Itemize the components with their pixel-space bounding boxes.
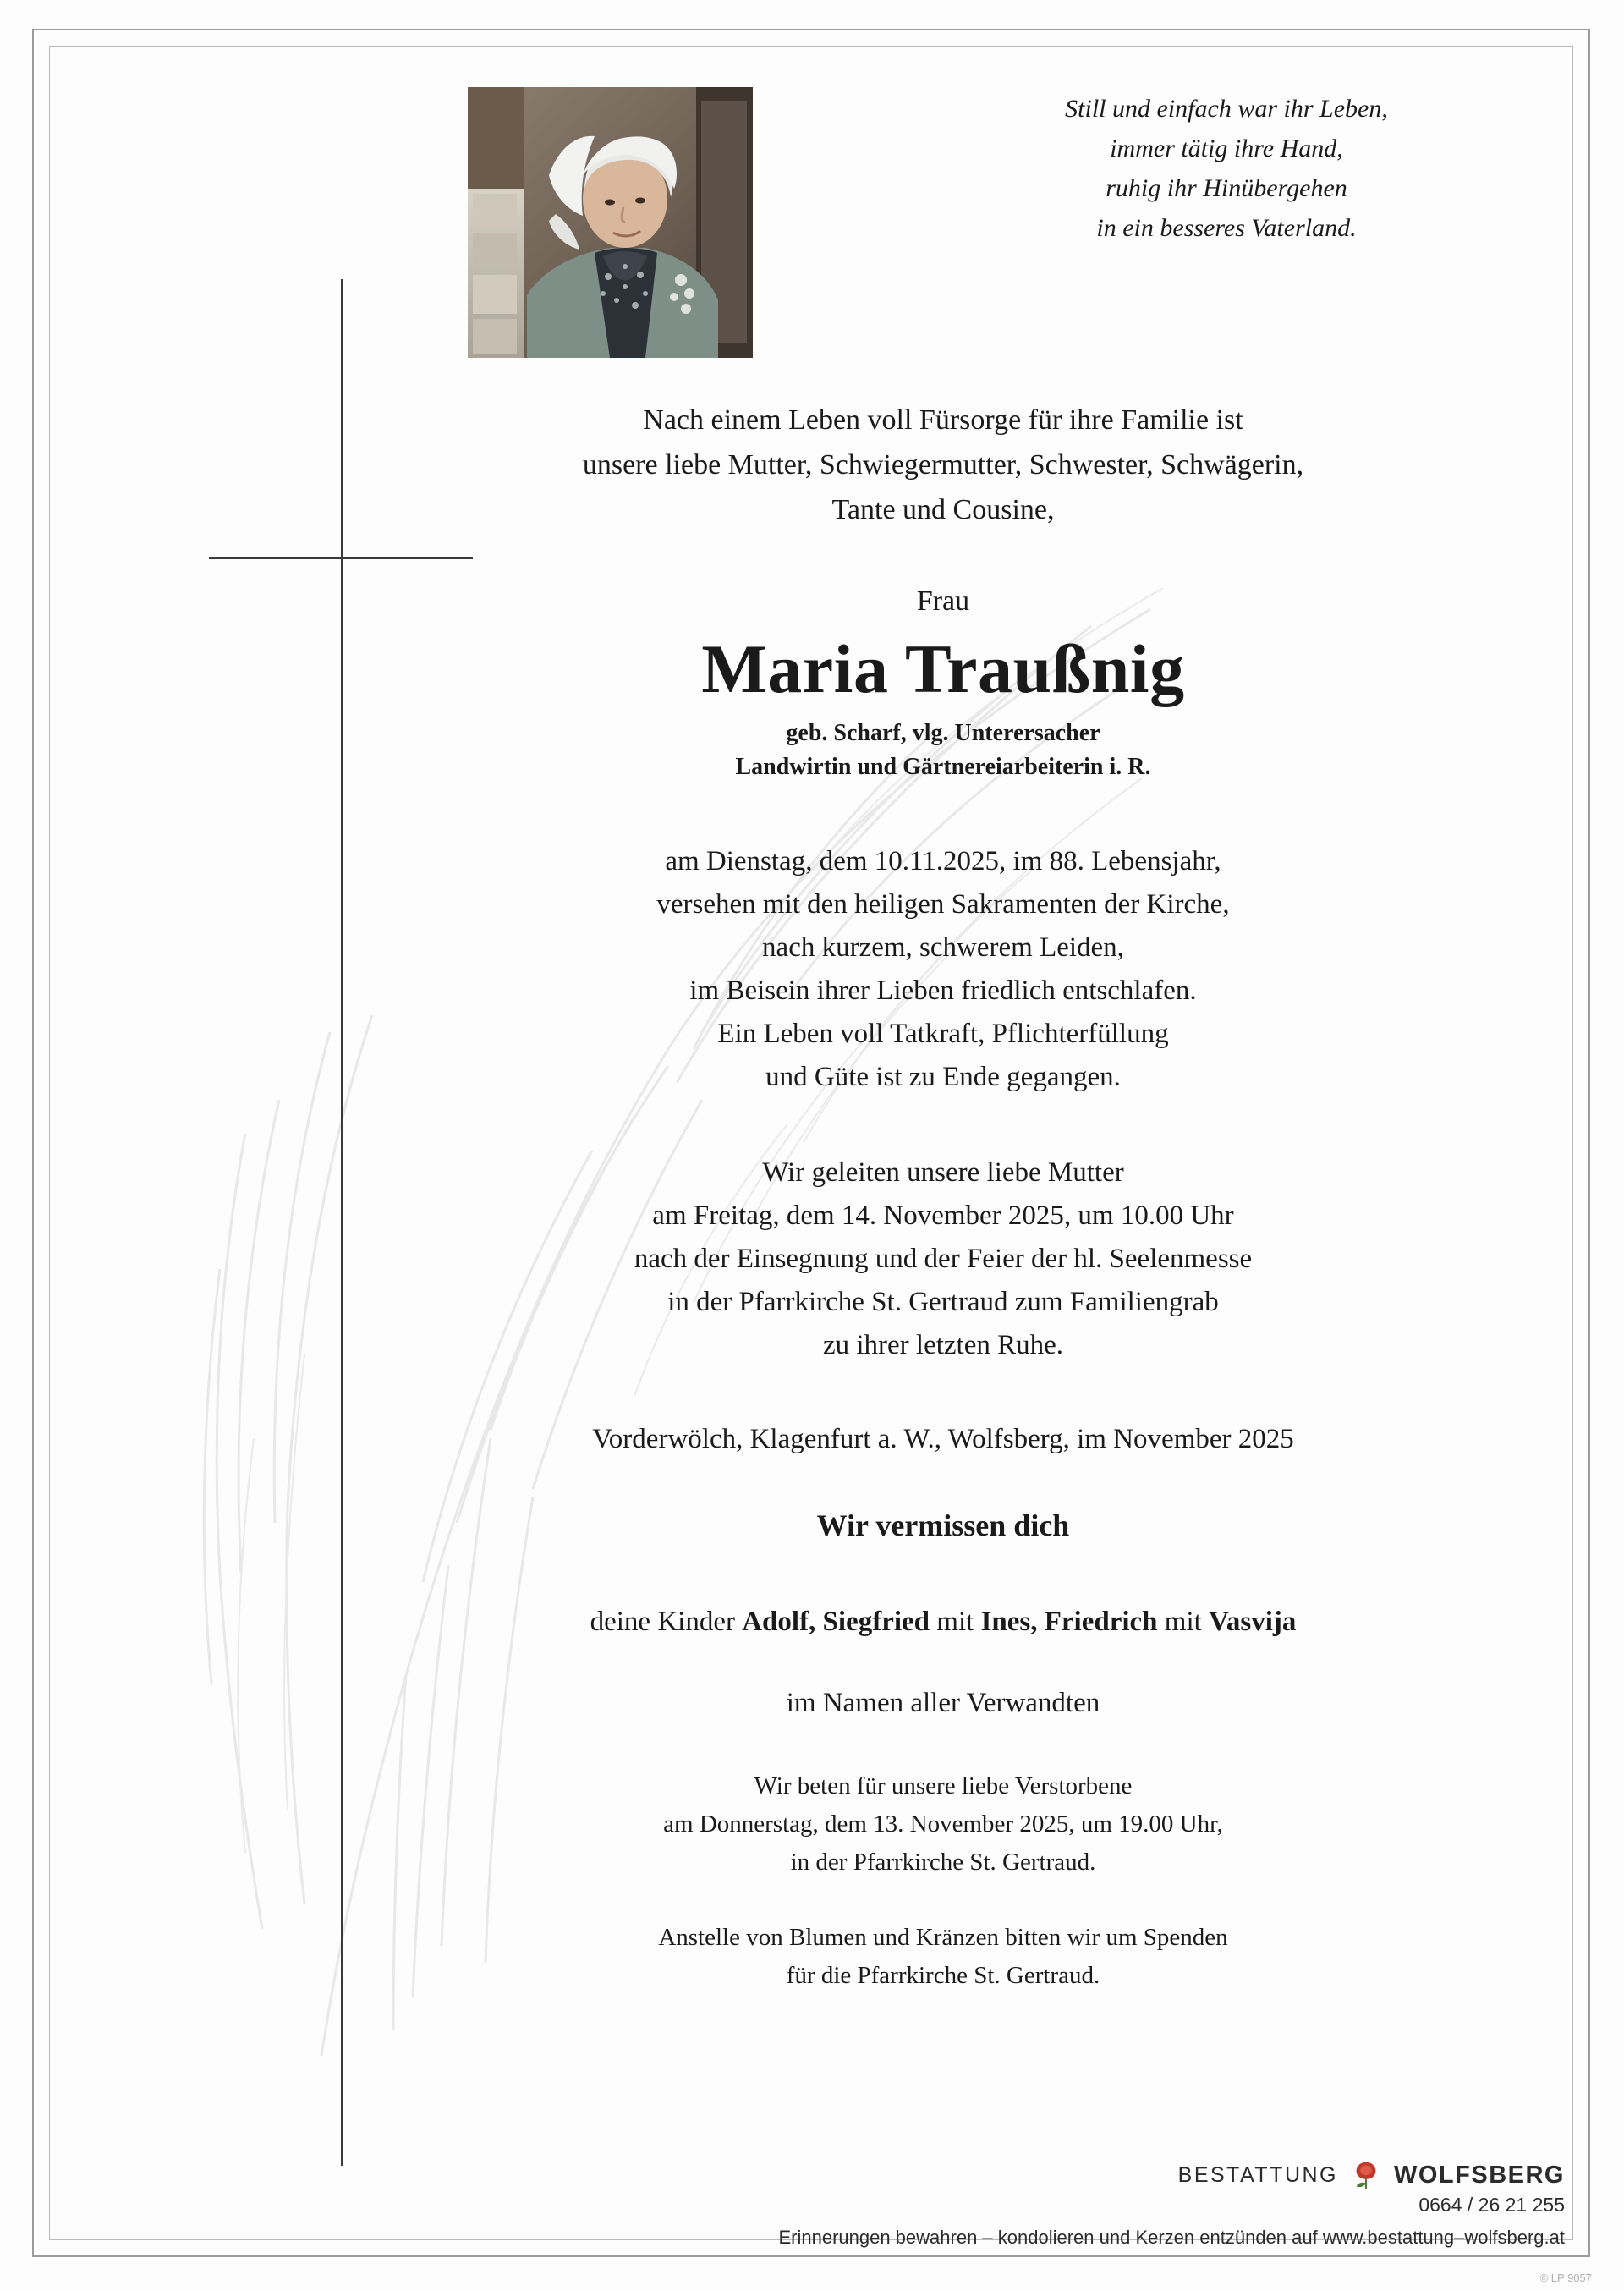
miss-you-text: Wir vermissen dich (816, 1508, 1070, 1542)
funeral-home-logo (1178, 2159, 1565, 2191)
copyright-note: © LP 9057 (1539, 2272, 1592, 2284)
children-join-2: mit (1157, 1607, 1210, 1637)
donation-line-1: Anstelle von Blumen und Kränzen bitten wir um Spenden (658, 1924, 1228, 1951)
death-line-5: Ein Leben voll Tatkraft, Pflichterfüllung (717, 1019, 1169, 1049)
children-prefix: deine Kinder (590, 1607, 743, 1637)
child-name-2: Ines, Friedrich (980, 1607, 1158, 1637)
rose-icon (1350, 2159, 1382, 2191)
funeral-line-4: in der Pfarrkirche St. Gertraud zum Familiengrab (667, 1287, 1219, 1317)
children-join-1: mit (930, 1607, 981, 1637)
prayer-line-3: in der Pfarrkirche St. Gertraud. (790, 1849, 1096, 1876)
death-line-2: versehen mit den heiligen Sakramenten der Kirche, (656, 889, 1230, 920)
verse-line-4: in ein besseres Vaterland. (1096, 214, 1357, 242)
deceased-name: Maria Traußnig (701, 630, 1185, 707)
verse-line-2: immer tätig ihre Hand, (1110, 135, 1343, 162)
prayer-details (398, 1767, 1489, 1882)
verse-line-1: Still und einfach war ihr Leben, (1065, 95, 1388, 123)
donation-line-2: für die Pfarrkirche St. Gertraud. (786, 1962, 1100, 1989)
logo-word-bestattung: BESTATTUNG (1177, 2162, 1338, 2187)
salutation: Frau (916, 585, 970, 617)
logo-word-wolfsberg: WOLFSBERG (1394, 2161, 1565, 2189)
funeral-line-3: nach der Einsegnung und der Feier der hl. Seelenmesse (634, 1244, 1253, 1274)
death-line-3: nach kurzem, schwerem Leiden, (762, 932, 1124, 963)
obituary-body (398, 398, 1489, 1995)
place-and-date: Vorderwölch, Klagenfurt a. W., Wolfsberg, im November 2025 (592, 1424, 1294, 1454)
donation-request (398, 1919, 1489, 1995)
deceased-born-name: geb. Scharf, vlg. Unterersacher (786, 720, 1100, 746)
death-line-1: am Dienstag, dem 10.11.2025, im 88. Lebensjahr, (665, 846, 1221, 876)
prayer-line-1: Wir beten für unsere liebe Verstorbene (754, 1772, 1133, 1799)
memorial-verse (914, 89, 1539, 248)
intro-line-2: unsere liebe Mutter, Schwiegermutter, Schwester, Schwägerin, (582, 449, 1304, 481)
intro-line-1: Nach einem Leben voll Fürsorge für ihre Familie ist (643, 404, 1243, 436)
funeral-line-2: am Freitag, dem 14. November 2025, um 10.00 Uhr (652, 1200, 1234, 1231)
child-name-1: Adolf, Siegfried (742, 1607, 930, 1637)
children-line (398, 1602, 1489, 1642)
funeral-details (398, 1151, 1489, 1367)
death-line-4: im Beisein ihrer Lieben friedlich entschlafen. (689, 975, 1197, 1006)
deceased-profession: Landwirtin und Gärtnereiarbeiterin i. R. (735, 754, 1151, 780)
intro-text (398, 398, 1489, 532)
intro-line-3: Tante und Cousine, (831, 494, 1055, 525)
funeral-line-1: Wir geleiten unsere liebe Mutter (762, 1157, 1124, 1188)
relatives-line: im Namen aller Verwandten (786, 1688, 1100, 1718)
footer-tagline: Erinnerungen bewahren – kondolieren und Kerzen entzünden auf www.bestattung–wolfsberg.at (778, 2227, 1565, 2248)
child-name-3: Vasvija (1209, 1607, 1297, 1637)
death-details (398, 840, 1489, 1099)
death-line-6: und Güte ist zu Ende gegangen. (765, 1062, 1121, 1092)
contact-phone: 0664 / 26 21 255 (1418, 2194, 1565, 2216)
funeral-line-5: zu ihrer letzten Ruhe. (822, 1330, 1064, 1360)
prayer-line-2: am Donnerstag, dem 13. November 2025, um 19.00 Uhr, (663, 1810, 1223, 1838)
portrait-photo (468, 87, 753, 358)
verse-line-3: ruhig ihr Hinübergehen (1106, 174, 1347, 202)
